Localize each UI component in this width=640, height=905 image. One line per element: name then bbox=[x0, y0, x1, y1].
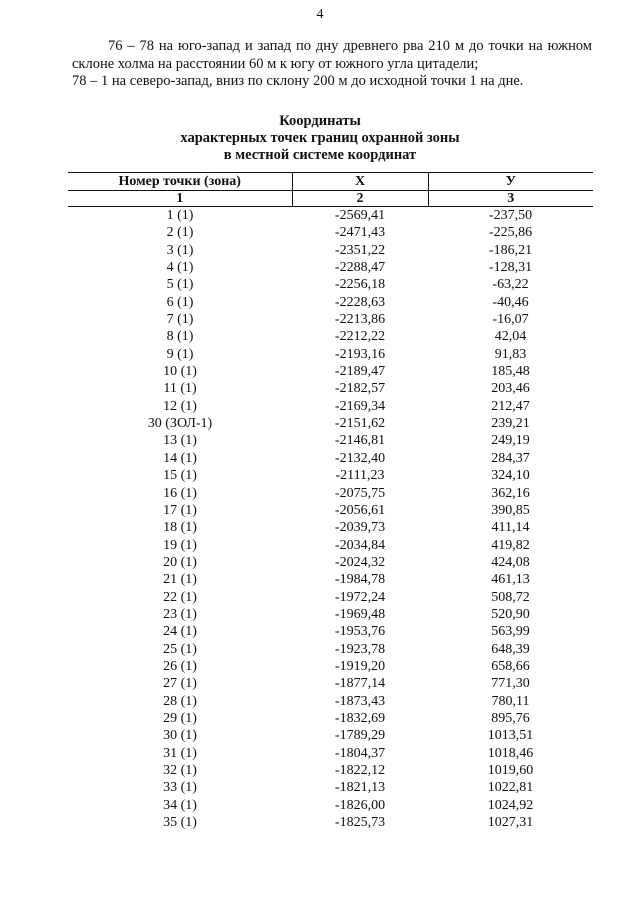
point-number-cell: 25 (1) bbox=[163, 641, 197, 657]
y-cell: 362,16 bbox=[491, 485, 530, 501]
point-number-cell: 11 (1) bbox=[163, 381, 197, 397]
table-heading bbox=[0, 113, 640, 164]
y-cell: 1027,31 bbox=[487, 815, 534, 831]
table-row bbox=[68, 311, 593, 328]
table-row bbox=[68, 467, 593, 484]
y-cell: 1024,92 bbox=[487, 797, 534, 813]
table-row bbox=[68, 762, 593, 779]
x-cell: -2056,61 bbox=[334, 502, 386, 518]
x-cell: -2132,40 bbox=[334, 450, 386, 466]
point-number-cell: 8 (1) bbox=[166, 329, 194, 345]
intro-text bbox=[72, 38, 592, 91]
table-row bbox=[68, 415, 593, 432]
table-row bbox=[68, 779, 593, 796]
x-cell: -2228,63 bbox=[334, 294, 386, 310]
y-cell: 424,08 bbox=[491, 554, 530, 570]
y-cell: -128,31 bbox=[488, 260, 533, 276]
x-cell: -1789,29 bbox=[334, 728, 386, 744]
table-row bbox=[68, 432, 593, 449]
point-number-cell: 35 (1) bbox=[163, 815, 197, 831]
coordinates-table bbox=[68, 172, 593, 831]
y-cell: 249,19 bbox=[491, 433, 530, 449]
table-row bbox=[68, 485, 593, 502]
y-cell: 648,39 bbox=[491, 641, 530, 657]
table-row bbox=[68, 207, 593, 225]
header-y: У bbox=[428, 173, 593, 191]
heading-line-3: в местной системе координат bbox=[223, 147, 417, 163]
table-row bbox=[68, 328, 593, 345]
y-cell: 1019,60 bbox=[487, 763, 534, 778]
y-cell: 239,21 bbox=[491, 416, 530, 432]
point-number-cell: 3 (1) bbox=[166, 242, 194, 258]
point-number-cell: 30 (ЗОЛ-1) bbox=[147, 416, 213, 432]
table-row bbox=[68, 606, 593, 623]
x-cell: -1953,76 bbox=[334, 624, 386, 640]
table-row bbox=[68, 658, 593, 675]
table-row bbox=[68, 571, 593, 588]
table-row bbox=[68, 537, 593, 554]
table-row bbox=[68, 224, 593, 241]
y-cell: 324,10 bbox=[491, 468, 530, 484]
table-row bbox=[68, 363, 593, 380]
x-cell: -1826,00 bbox=[334, 797, 386, 813]
heading-line-1: Координаты bbox=[279, 113, 361, 129]
column-number-row bbox=[68, 191, 593, 207]
table-header-row bbox=[68, 173, 593, 191]
point-number-cell: 13 (1) bbox=[163, 433, 197, 449]
page-number: 4 bbox=[316, 7, 324, 22]
point-number-cell: 16 (1) bbox=[163, 485, 197, 501]
x-cell: -2256,18 bbox=[334, 277, 386, 293]
point-number-cell: 17 (1) bbox=[163, 502, 197, 518]
x-cell: -2288,47 bbox=[334, 260, 386, 276]
table-row bbox=[68, 693, 593, 710]
y-cell: 419,82 bbox=[491, 537, 530, 553]
point-number-cell: 6 (1) bbox=[166, 294, 194, 310]
column-number-3: 3 bbox=[428, 191, 593, 207]
y-cell: 185,48 bbox=[491, 364, 530, 380]
y-cell: 895,76 bbox=[491, 710, 530, 726]
point-number-cell: 27 (1) bbox=[163, 676, 197, 692]
y-cell: -225,86 bbox=[488, 225, 533, 241]
header-x: X bbox=[292, 173, 428, 191]
point-number-cell: 30 (1) bbox=[163, 728, 197, 744]
x-cell: -1832,69 bbox=[334, 710, 386, 726]
x-cell: -2151,62 bbox=[334, 416, 386, 432]
point-number-cell: 31 (1) bbox=[163, 745, 197, 761]
table-row bbox=[68, 797, 593, 814]
y-cell: 411,14 bbox=[491, 520, 530, 536]
x-cell: -2075,75 bbox=[334, 485, 386, 501]
x-cell: -2471,43 bbox=[334, 225, 386, 241]
x-cell: -2111,23 bbox=[335, 468, 385, 484]
table-row bbox=[68, 276, 593, 293]
x-cell: -2034,84 bbox=[334, 537, 386, 553]
point-number-cell: 1 (1) bbox=[166, 208, 194, 223]
table-row bbox=[68, 259, 593, 276]
x-cell: -1919,20 bbox=[334, 658, 386, 674]
point-number-cell: 33 (1) bbox=[163, 780, 197, 796]
point-number-cell: 18 (1) bbox=[163, 520, 197, 536]
header-point-number: Номер точки (зона) bbox=[68, 173, 292, 191]
table-row bbox=[68, 380, 593, 397]
y-cell: -40,46 bbox=[492, 294, 529, 310]
table-row bbox=[68, 589, 593, 606]
y-cell: -63,22 bbox=[492, 277, 529, 293]
table-row bbox=[68, 727, 593, 744]
x-cell: -2146,81 bbox=[334, 433, 386, 449]
point-number-cell: 22 (1) bbox=[163, 589, 197, 605]
x-cell: -1821,13 bbox=[334, 780, 386, 796]
point-number-cell: 20 (1) bbox=[163, 554, 197, 570]
point-number-cell: 5 (1) bbox=[166, 277, 194, 293]
intro-paragraph-2: 78 – 1 на северо-запад, вниз по склону 200 м до исходной точки 1 на дне. bbox=[72, 73, 524, 89]
x-cell: -1804,37 bbox=[334, 745, 386, 761]
point-number-cell: 2 (1) bbox=[166, 225, 194, 241]
table-row bbox=[68, 242, 593, 259]
table-row bbox=[68, 450, 593, 467]
y-cell: -16,07 bbox=[492, 312, 529, 328]
x-cell: -2189,47 bbox=[334, 364, 386, 380]
point-number-cell: 24 (1) bbox=[163, 624, 197, 640]
x-cell: -2039,73 bbox=[334, 520, 386, 536]
x-cell: -2212,22 bbox=[334, 329, 386, 345]
y-cell: 780,11 bbox=[491, 693, 530, 709]
table-body bbox=[68, 207, 593, 832]
point-number-cell: 14 (1) bbox=[163, 450, 197, 466]
x-cell: -1877,14 bbox=[334, 676, 386, 692]
point-number-cell: 34 (1) bbox=[163, 797, 197, 813]
intro-paragraph-1: 76 – 78 на юго-запад и запад по дну древнего рва 210 м до точки на южном склоне холма на расстоянии 60 м к югу от южного угла цитадели; bbox=[72, 38, 592, 72]
table-row bbox=[68, 346, 593, 363]
y-cell: -237,50 bbox=[488, 208, 533, 223]
x-cell: -1984,78 bbox=[334, 572, 386, 588]
x-cell: -1923,78 bbox=[334, 641, 386, 657]
y-cell: 508,72 bbox=[491, 589, 530, 605]
x-cell: -1972,24 bbox=[334, 589, 386, 605]
y-cell: -186,21 bbox=[488, 242, 533, 258]
point-number-cell: 23 (1) bbox=[163, 606, 197, 622]
point-number-cell: 21 (1) bbox=[163, 572, 197, 588]
table-row bbox=[68, 675, 593, 692]
point-number-cell: 4 (1) bbox=[166, 260, 194, 276]
point-number-cell: 26 (1) bbox=[163, 658, 197, 674]
point-number-cell: 12 (1) bbox=[163, 398, 197, 414]
y-cell: 1022,81 bbox=[487, 780, 534, 796]
table-row bbox=[68, 294, 593, 311]
y-cell: 771,30 bbox=[491, 676, 530, 692]
x-cell: -2569,41 bbox=[334, 208, 386, 223]
y-cell: 658,66 bbox=[491, 658, 530, 674]
table-row bbox=[68, 519, 593, 536]
x-cell: -2193,16 bbox=[334, 346, 386, 362]
y-cell: 390,85 bbox=[491, 502, 530, 518]
heading-line-2: характерных точек границ охранной зоны bbox=[180, 130, 460, 146]
table-row bbox=[68, 641, 593, 658]
point-number-cell: 10 (1) bbox=[163, 364, 197, 380]
table-row bbox=[68, 745, 593, 762]
x-cell: -1822,12 bbox=[334, 763, 386, 778]
x-cell: -1825,73 bbox=[334, 815, 386, 831]
table-row bbox=[68, 710, 593, 727]
point-number-cell: 32 (1) bbox=[163, 763, 197, 778]
table-row bbox=[68, 554, 593, 571]
table-row bbox=[68, 623, 593, 640]
point-number-cell: 19 (1) bbox=[163, 537, 197, 553]
point-number-cell: 7 (1) bbox=[166, 312, 194, 328]
y-cell: 212,47 bbox=[491, 398, 530, 414]
x-cell: -1873,43 bbox=[334, 693, 386, 709]
point-number-cell: 29 (1) bbox=[163, 710, 197, 726]
x-cell: -2024,32 bbox=[334, 554, 386, 570]
table-row bbox=[68, 814, 593, 831]
y-cell: 1013,51 bbox=[487, 728, 534, 744]
x-cell: -2351,22 bbox=[334, 242, 386, 258]
y-cell: 520,90 bbox=[491, 606, 530, 622]
y-cell: 203,46 bbox=[491, 381, 530, 397]
y-cell: 461,13 bbox=[491, 572, 530, 588]
table-row bbox=[68, 502, 593, 519]
x-cell: -2213,86 bbox=[334, 312, 386, 328]
point-number-cell: 9 (1) bbox=[166, 346, 194, 362]
column-number-1: 1 bbox=[68, 191, 292, 207]
y-cell: 42,04 bbox=[494, 329, 527, 345]
x-cell: -1969,48 bbox=[334, 606, 386, 622]
y-cell: 1018,46 bbox=[487, 745, 534, 761]
x-cell: -2182,57 bbox=[334, 381, 386, 397]
y-cell: 284,37 bbox=[491, 450, 530, 466]
point-number-cell: 15 (1) bbox=[163, 468, 197, 484]
y-cell: 91,83 bbox=[494, 346, 527, 362]
x-cell: -2169,34 bbox=[334, 398, 386, 414]
y-cell: 563,99 bbox=[491, 624, 530, 640]
column-number-2: 2 bbox=[292, 191, 428, 207]
point-number-cell: 28 (1) bbox=[163, 693, 197, 709]
table-row bbox=[68, 398, 593, 415]
